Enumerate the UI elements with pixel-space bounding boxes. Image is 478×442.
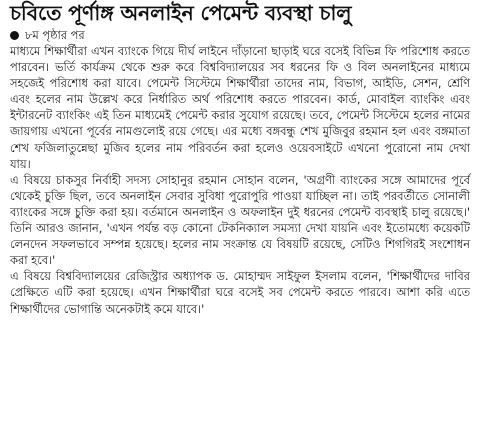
article-body (10, 43, 470, 317)
continued-from-line (10, 27, 470, 43)
headline: চবিতে পূর্ণাঙ্গ অনলাইন পেমেন্ট ব্যবস্থা চালু (10, 1, 352, 25)
continued-from-text: ৮ম পৃষ্ঠার পর (25, 28, 85, 42)
article-paragraph: এ বিষয়ে চাকসুর নির্বাহী সদস্য সোহানুর রহমান সোহান বলেন, 'অগ্রণী ব্যাংকের সঙ্গে আমাদের পূর্বে থেকেই চুক্তি ছিল, তবে অনলাইন সেবার সুবিধা পুরোপুরি পাওয়া যাচ্ছিল না। তাই পরবর্তীতে সোনালী ব্যাংকের সঙ্গে চুক্তি করা হয়। বর্তমানে অনলাইন ও অফলাইন দুই ধরনের পেমেন্ট ব্যবস্থাই চালু রয়েছে।' তিনি আরও জানান, 'এখন পর্যন্ত বড় কোনো টেকনিক্যাল সমস্যা দেখা যায়নি এবং ইতোমধ্যে কয়েকটি লেনদেন সফলভাবে সম্পন্ন হয়েছে। হলের নাম সংক্রান্ত যে বিষয়টি রয়েছে, সেটিও শিগগিরই সংশোধন করা হবে।' (10, 172, 470, 268)
article-paragraph: এ বিষয়ে বিশ্ববিদ্যালয়ের রেজিস্ট্রার অধ্যাপক ড. মোহাম্মদ সাইফুল ইসলাম বলেন, 'শিক্ষার্থীদের দাবির প্রেক্ষিতে এটি করা হয়েছে। এখন শিক্ষার্থীরা ঘরে বসেই সব পেমেন্ট করতে পারবে। আশা করি এতে শিক্ষার্থীদের ভোগান্তি অনেকটাই কমে যাবে।' (10, 269, 470, 316)
bullet-icon (10, 31, 19, 40)
article-paragraph: মাধ্যমে শিক্ষার্থীরা এখন ব্যাংকে গিয়ে দীর্ঘ লাইনে দাঁড়ানো ছাড়াই ঘরে বসেই বিভিন্ন ফি পরিশোধ করতে পারবেন। ভর্তি কার্যক্রম থেকে শুরু করে বিশ্ববিদ্যালয়ের সব ধরনের ফি ও বিল অনলাইনের মাধ্যমে সহজেই পরিশোধ করা যাবে। পেমেন্ট সিস্টেমে শিক্ষার্থীরা তাদের নাম, বিভাগ, আইডি, সেশন, শ্রেণি এবং হলের নাম উল্লেখ করে নির্ধারিত অর্থ পরিশোধ করতে পারবেন। কার্ড, মোবাইল ব্যাংকিং এবং ইন্টারনেট ব্যাংকিং এই তিন মাধ্যমেই পেমেন্ট করার সুযোগ রয়েছে। তবে, পেমেন্ট সিস্টেমে হলের নামের জায়গায় এখনো পূর্বের নামগুলোই রয়ে গেছে। এর মধ্যে বঙ্গবন্ধু শেখ মুজিবুর রহমান হল এবং বঙ্গমাতা শেখ ফজিলাতুন্নেছা মুজিব হলের নাম পরিবর্তন করা হলেও ওয়েবসাইটে এখনো পুরোনো নাম দেখা যায়। (10, 44, 470, 171)
